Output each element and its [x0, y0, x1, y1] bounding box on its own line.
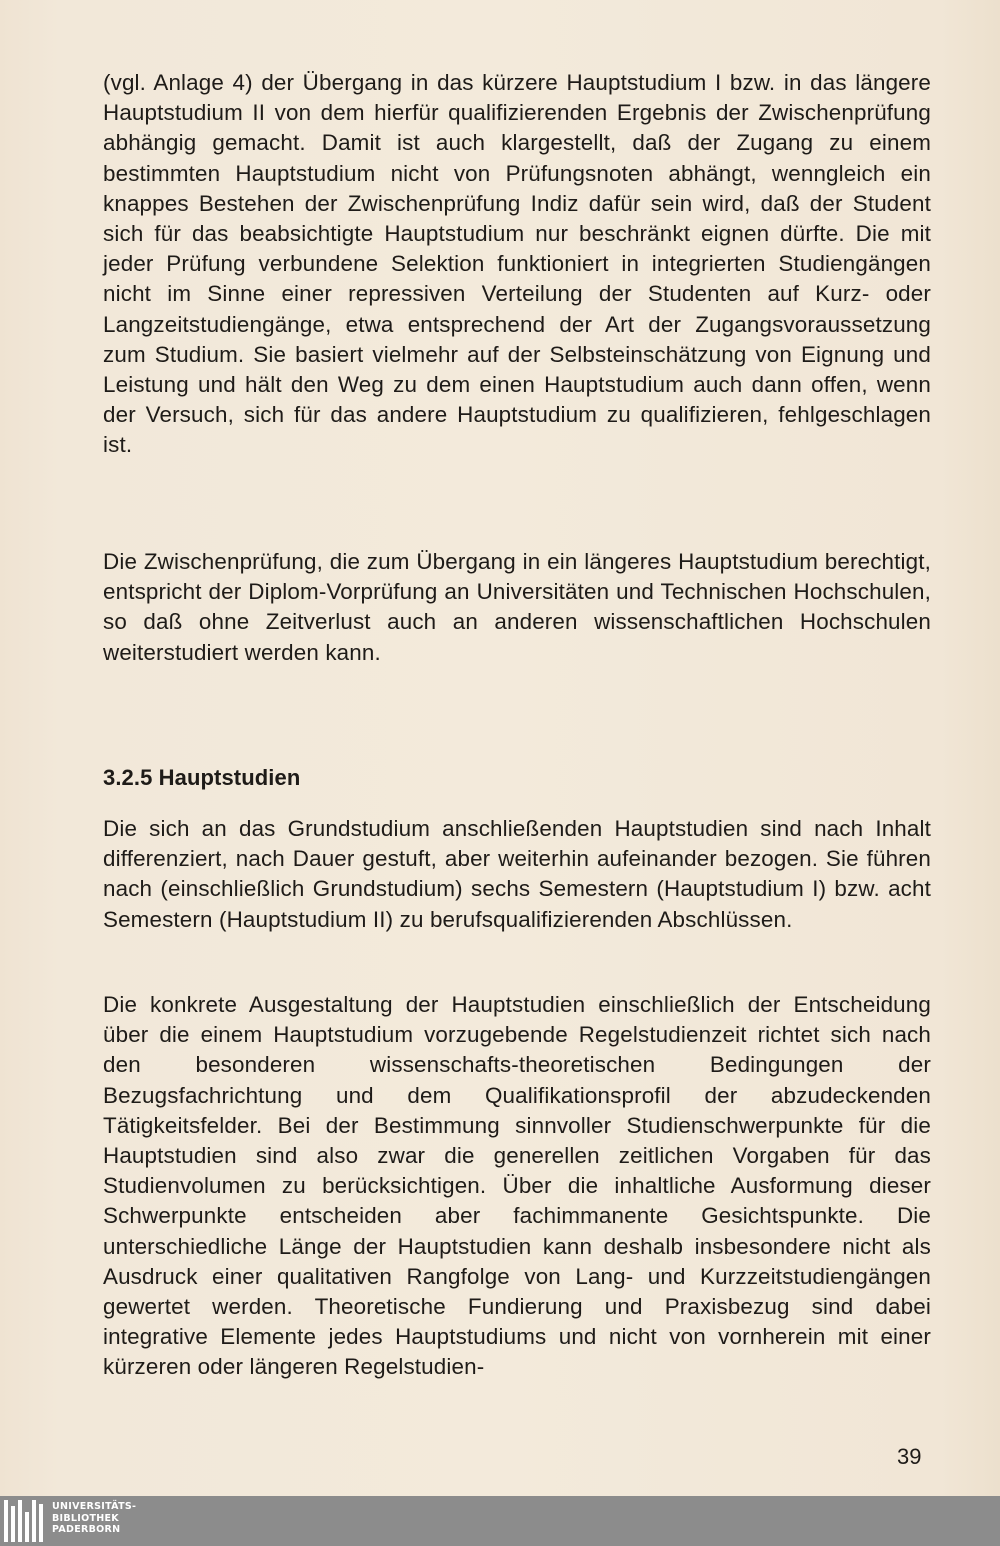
- library-footer: [0, 1496, 1000, 1546]
- paragraph-1-text: (vgl. Anlage 4) der Übergang in das kürzere Hauptstudium I bzw. in das längere Hauptstudium II von dem hierfür qualifizierenden Ergebnis der Zwischenprüfung abhängig gemacht. Damit ist auch klargestellt, daß der Zugang zu einem bestimmten Hauptstudium nicht von Prüfungsnoten abhängt, wenngleich ein knappes Bestehen der Zwischenprüfung Indiz dafür sein wird, daß der Student sich für das beabsichtigte Hauptstudium nur beschränkt eignen dürfte. Die mit jeder Prüfung verbundene Selektion funktioniert in integrierten Studiengängen nicht im Sinne einer repressiven Verteilung der Studenten auf Kurz- oder Langzeitstudiengänge, etwa entsprechend der Art der Zugangsvoraussetzung zum Studium. Sie basiert vielmehr auf der Selbsteinschätzung von Eignung und Leistung und hält den Weg zu dem einen Hauptstudium auch dann offen, wenn der Versuch, sich für das andere Hauptstudium zu qualifizieren, fehlgeschlagen ist.: [103, 70, 931, 458]
- paragraph-1: [103, 68, 931, 461]
- section-heading: 3.2.5 Hauptstudien: [103, 765, 301, 790]
- library-logo-text: [52, 1501, 136, 1536]
- logo-line-1: UNIVERSITÄTS-: [52, 1501, 137, 1512]
- paragraph-4: [103, 990, 931, 1383]
- paragraph-3: [103, 814, 931, 935]
- library-logo-icon: [4, 1500, 43, 1542]
- paragraph-4-text: Die konkrete Ausgestaltung der Hauptstudien einschließlich der Entscheidung über die einem Hauptstudium vorzugebende Regelstudienzeit richtet sich nach den besonderen wissenschafts-theoretischen Bedingungen der Bezugsfachrichtung und dem Qualifikationsprofil der abzudeckenden Tätigkeitsfelder. Bei der Bestimmung sinnvoller Studienschwerpunkte für die Hauptstudien sind also zwar die generellen zeitlichen Vorgaben für das Studienvolumen zu berücksichtigen. Über die inhaltliche Ausformung dieser Schwerpunkte entscheiden aber fachimmanente Gesichtspunkte. Die unterschiedliche Länge der Hauptstudien kann deshalb insbesondere nicht als Ausdruck einer qualitativen Rangfolge von Lang- und Kurzzeitstudiengängen gewertet werden. Theoretische Fundierung und Praxisbezug sind dabei integrative Elemente jedes Hauptstudiums und nicht von vornherein mit einer kürzeren oder längeren Regelstudien-: [103, 992, 931, 1380]
- page-number: 39: [897, 1444, 922, 1469]
- paragraph-3-text: Die sich an das Grundstudium anschließenden Hauptstudien sind nach Inhalt differenziert, nach Dauer gestuft, aber weiterhin aufeinander bezogen. Sie führen nach (einschließlich Grundstudium) sechs Semestern (Hauptstudium I) bzw. acht Semestern (Hauptstudium II) zu berufsqualifizierenden Abschlüssen.: [103, 816, 931, 932]
- paragraph-2-text: Die Zwischenprüfung, die zum Übergang in ein längeres Hauptstudium berechtigt, entspricht der Diplom-Vorprüfung an Universitäten und Technischen Hochschulen, so daß ohne Zeitverlust auch an anderen wissenschaftlichen Hochschulen weiterstudiert werden kann.: [103, 549, 931, 665]
- paragraph-2: [103, 547, 931, 668]
- logo-line-3: PADERBORN: [52, 1524, 121, 1535]
- logo-line-2: BIBLIOTHEK: [52, 1512, 119, 1524]
